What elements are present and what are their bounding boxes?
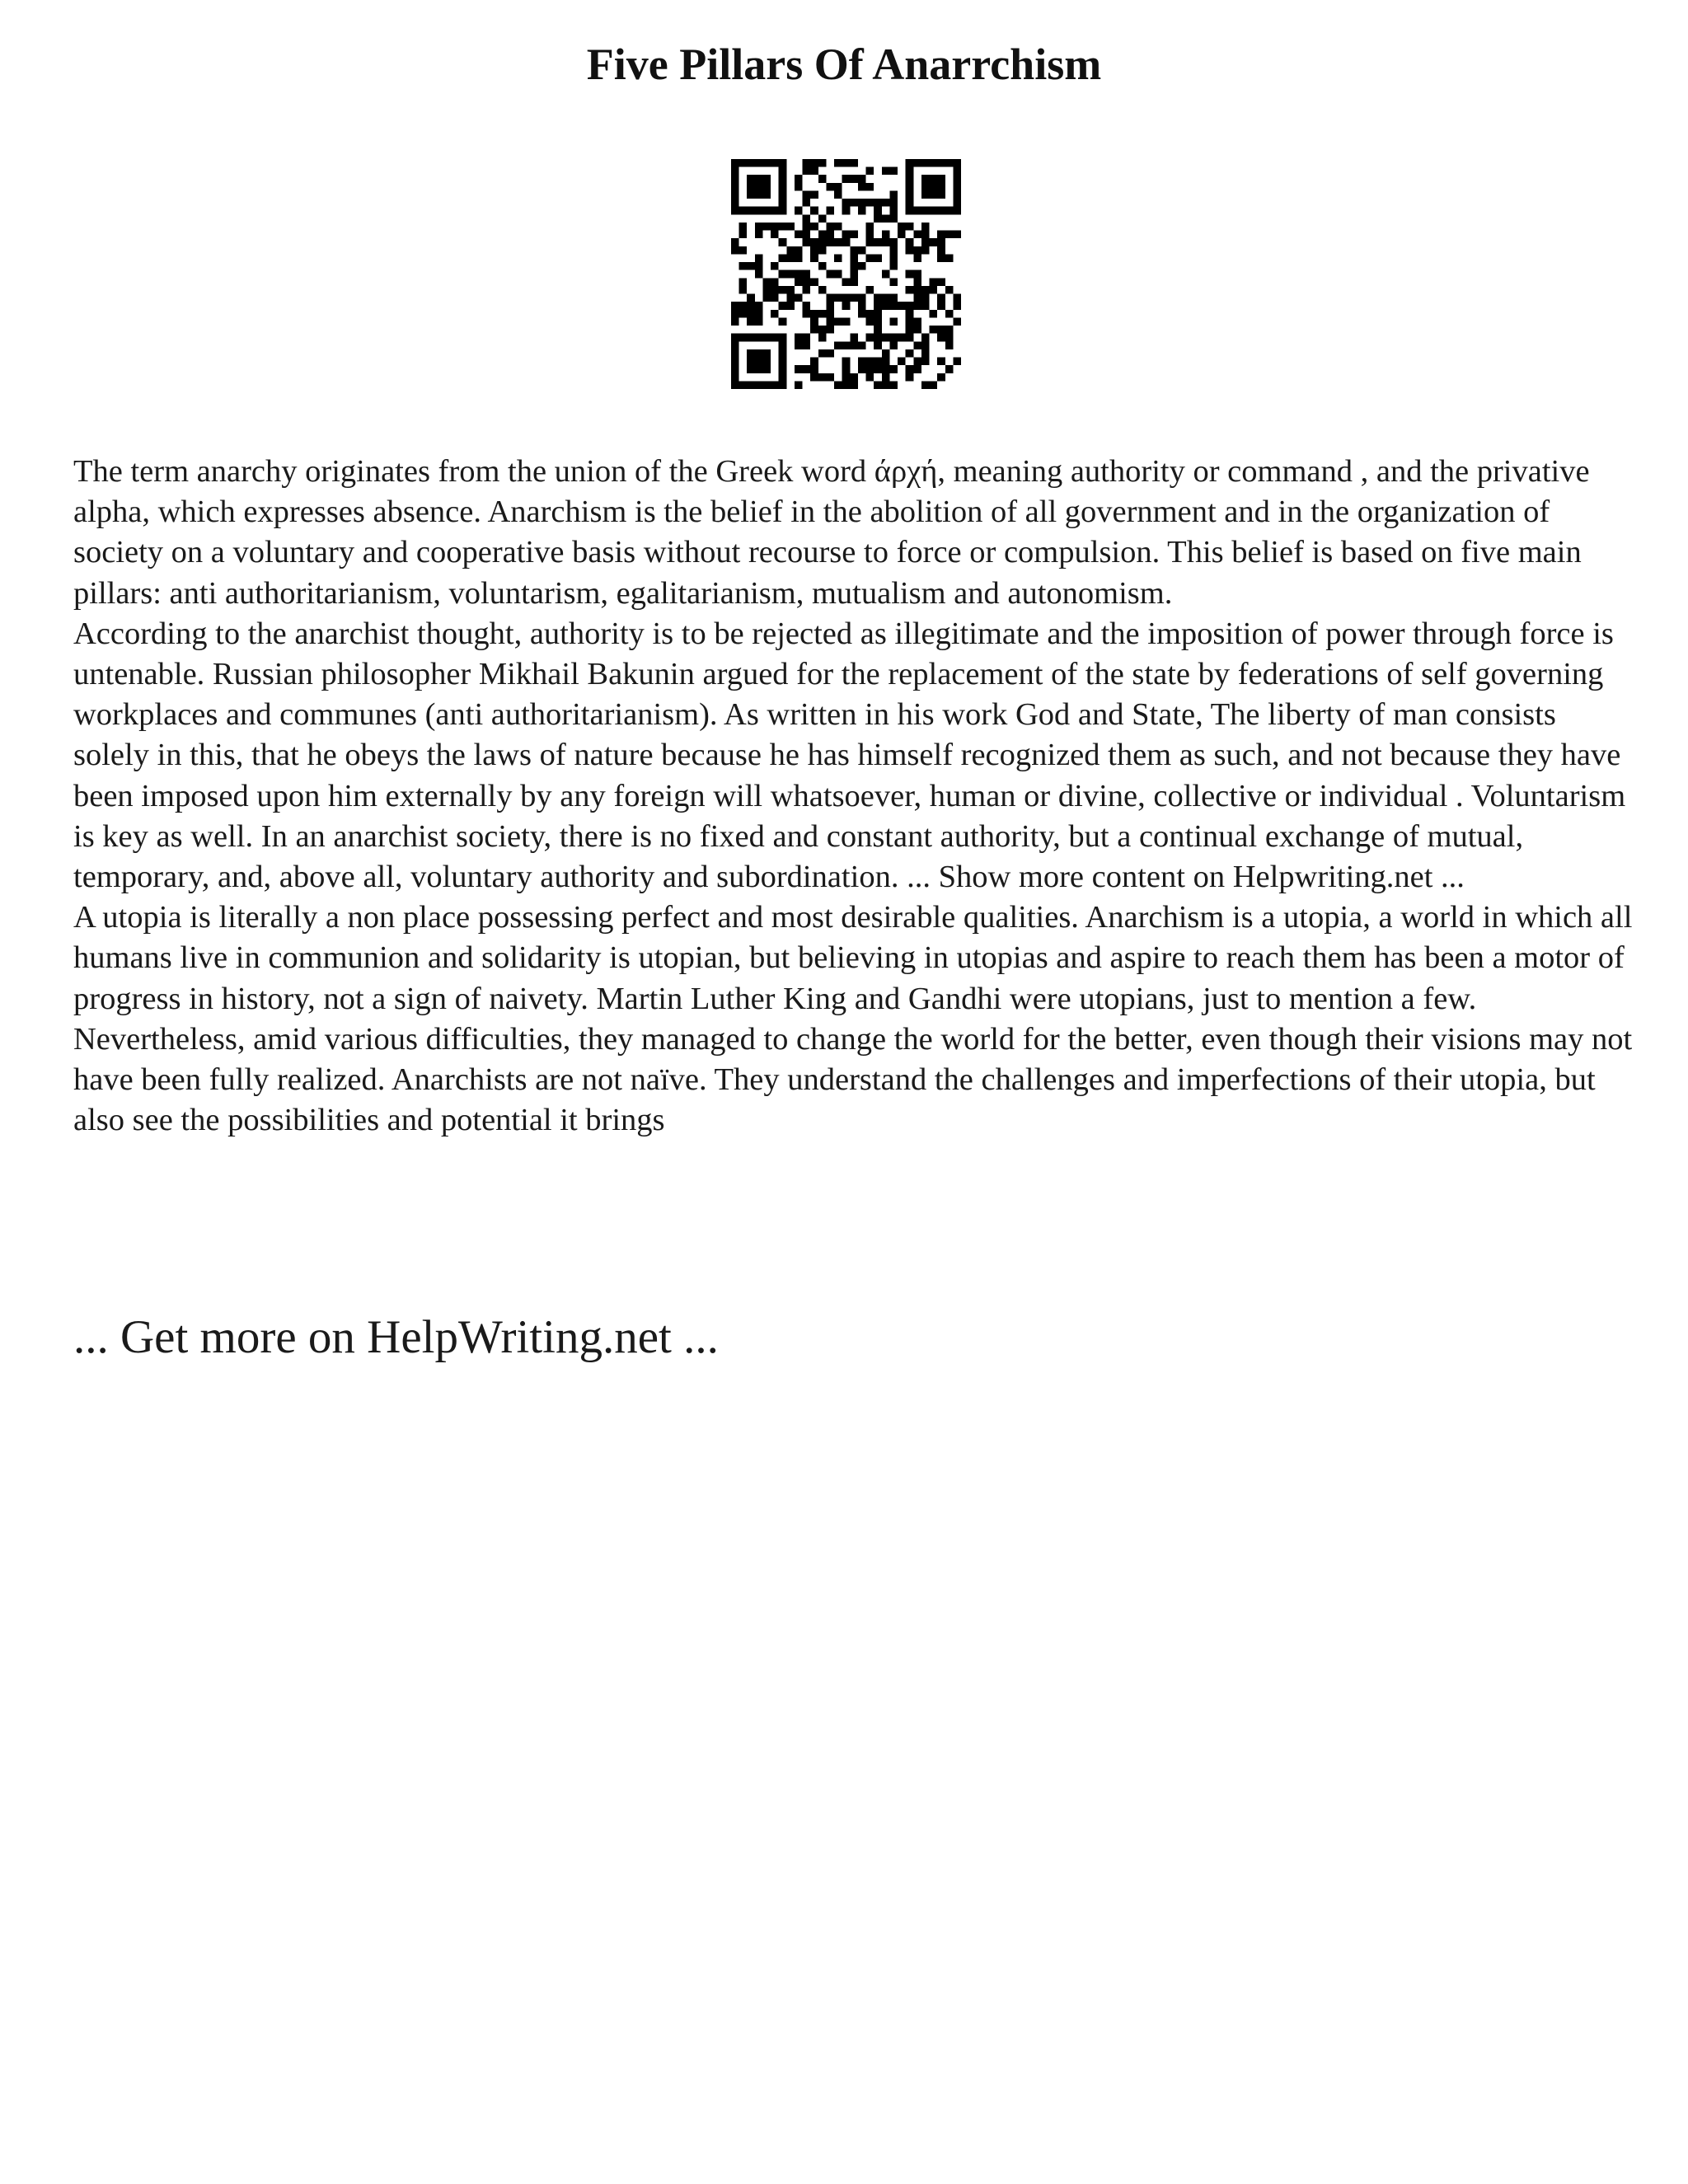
get-more-link[interactable]: ... Get more on HelpWriting.net ... — [73, 1311, 719, 1363]
paragraph-utopia: A utopia is literally a non place possessing perfect and most desirable qualities. Anarchism is a utopia, a world in which all humans live in communion and solidarity is utopian, but believing in utopias and aspire to reach them has been a motor of progress in history, not a sign of naivety. Martin Luther King and Gandhi were utopians, just to mention a few. Nevertheless, amid various difficulties, they managed to change the world for the better, even though their visions may not have been fully realized. Anarchists are not naïve. They understand the challenges and imperfections of their utopia, but also see the possibilities and potential it brings — [73, 900, 1633, 1138]
paragraph-intro: The term anarchy originates from the union of the Greek word άρχή, meaning authority or command , and the privative alpha, which expresses absence. Anarchism is the belief in the abolition of all government and in the organization of society on a voluntary and cooperative basis without recourse to force or compulsion. This belief is based on five main pillars: anti authoritarianism, voluntarism, egalitarianism, mutualism and autonomism. — [73, 454, 1590, 611]
document-title: Five Pillars Of Anarrchism — [586, 40, 1102, 89]
paragraph-authority: According to the anarchist thought, authority is to be rejected as illegitimate and the imposition of power through force is untenable. Russian philosopher Mikhail Bakunin argued for the replacement of the state by federations of self governing workplaces and communes (anti authoritarianism). As written in his work God and State, The liberty of man consists solely in this, that he obeys the laws of nature because he has himself recognized them as such, and not because they have been imposed upon him externally by any foreign will whatsoever, human or divine, collective or individual . Voluntarism is key as well. In an anarchist society, there is no fixed and constant authority, but a continual exchange of mutual, temporary, and, above all, voluntary authority and subordination. ... Show more content on Helpwriting.net ... — [73, 616, 1626, 895]
document-body — [73, 452, 1639, 1141]
qr-code-icon[interactable] — [731, 159, 961, 389]
